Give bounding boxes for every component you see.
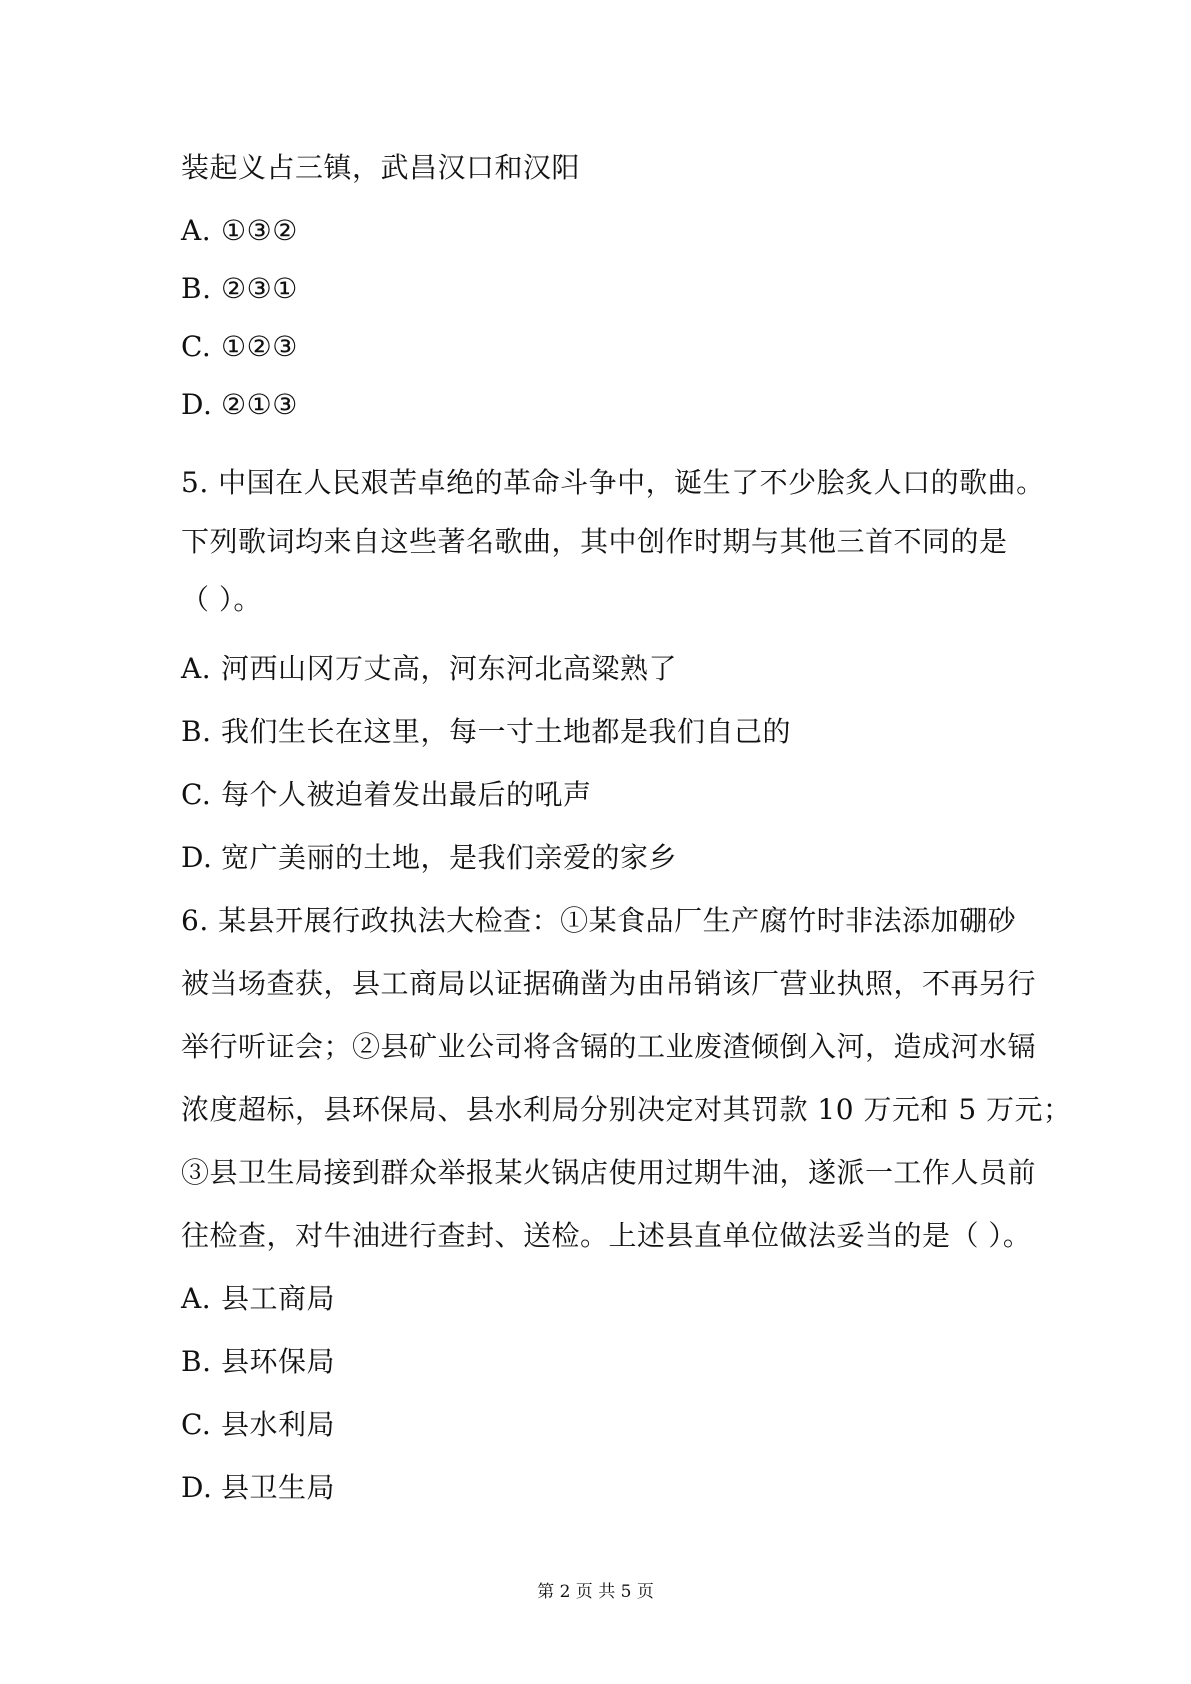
option-letter: D. (181, 388, 213, 421)
option-text: 县环保局 (221, 1345, 336, 1378)
question-6-line-6: 往检查，对牛油进行查封、送检。上述县直单位做法妥当的是（ ）。 (181, 1219, 1032, 1252)
option-letter: D. (181, 1471, 213, 1504)
q5-option-d (181, 840, 677, 876)
question-4-continuation: 装起义占三镇，武昌汉口和汉阳 (181, 151, 581, 184)
option-text: ①②③ (221, 330, 298, 363)
q4-option-c (181, 329, 298, 365)
q5-option-b (181, 714, 791, 750)
q5-option-c (181, 777, 592, 813)
q6-option-c (181, 1407, 335, 1443)
option-text: 宽广美丽的土地，是我们亲爱的家乡 (221, 841, 678, 874)
option-letter: B. (181, 272, 212, 305)
q4-option-b (181, 271, 298, 307)
question-5-line-2: 下列歌词均来自这些著名歌曲，其中创作时期与其他三首不同的是 (181, 525, 1008, 558)
q6-option-b (181, 1344, 335, 1380)
option-letter: D. (181, 841, 213, 874)
option-letter: C. (181, 778, 212, 811)
option-text: 县工商局 (221, 1282, 336, 1315)
option-letter: C. (181, 330, 212, 363)
page-number-footer: 第 2 页 共 5 页 (537, 1582, 654, 1602)
question-6-line-4: 浓度超标，县环保局、县水利局分别决定对其罚款 10 万元和 5 万元； (181, 1093, 1072, 1126)
option-letter: A. (181, 214, 212, 247)
option-text: 县水利局 (221, 1408, 336, 1441)
q6-option-d (181, 1470, 335, 1506)
option-letter: C. (181, 1408, 212, 1441)
q6-option-a (181, 1281, 335, 1317)
question-6-line-5: ③县卫生局接到群众举报某火锅店使用过期牛油，遂派一工作人员前 (181, 1156, 1037, 1189)
option-text: ①③② (221, 214, 298, 247)
option-letter: A. (181, 652, 212, 685)
question-5-line-1: 5. 中国在人民艰苦卓绝的革命斗争中，诞生了不少脍炙人口的歌曲。 (181, 466, 1045, 499)
q4-option-d (181, 387, 298, 423)
option-text: 每个人被迫着发出最后的吼声 (221, 778, 592, 811)
option-letter: B. (181, 1345, 212, 1378)
question-6-line-2: 被当场查获，县工商局以证据确凿为由吊销该厂营业执照，不再另行 (181, 967, 1037, 1000)
question-5-line-3: （ ）。 (181, 583, 262, 616)
question-6-line-1: 6. 某县开展行政执法大检查：①某食品厂生产腐竹时非法添加硼砂 (181, 904, 1017, 937)
option-text: ②①③ (221, 388, 298, 421)
q5-option-a (181, 651, 677, 687)
option-letter: A. (181, 1282, 212, 1315)
option-text: 我们生长在这里，每一寸土地都是我们自己的 (221, 715, 792, 748)
option-letter: B. (181, 715, 212, 748)
question-6-line-3: 举行听证会；②县矿业公司将含镉的工业废渣倾倒入河，造成河水镉 (181, 1030, 1037, 1063)
option-text: ②③① (221, 272, 298, 305)
option-text: 县卫生局 (221, 1471, 336, 1504)
q4-option-a (181, 213, 298, 249)
option-text: 河西山冈万丈高，河东河北高粱熟了 (221, 652, 678, 685)
